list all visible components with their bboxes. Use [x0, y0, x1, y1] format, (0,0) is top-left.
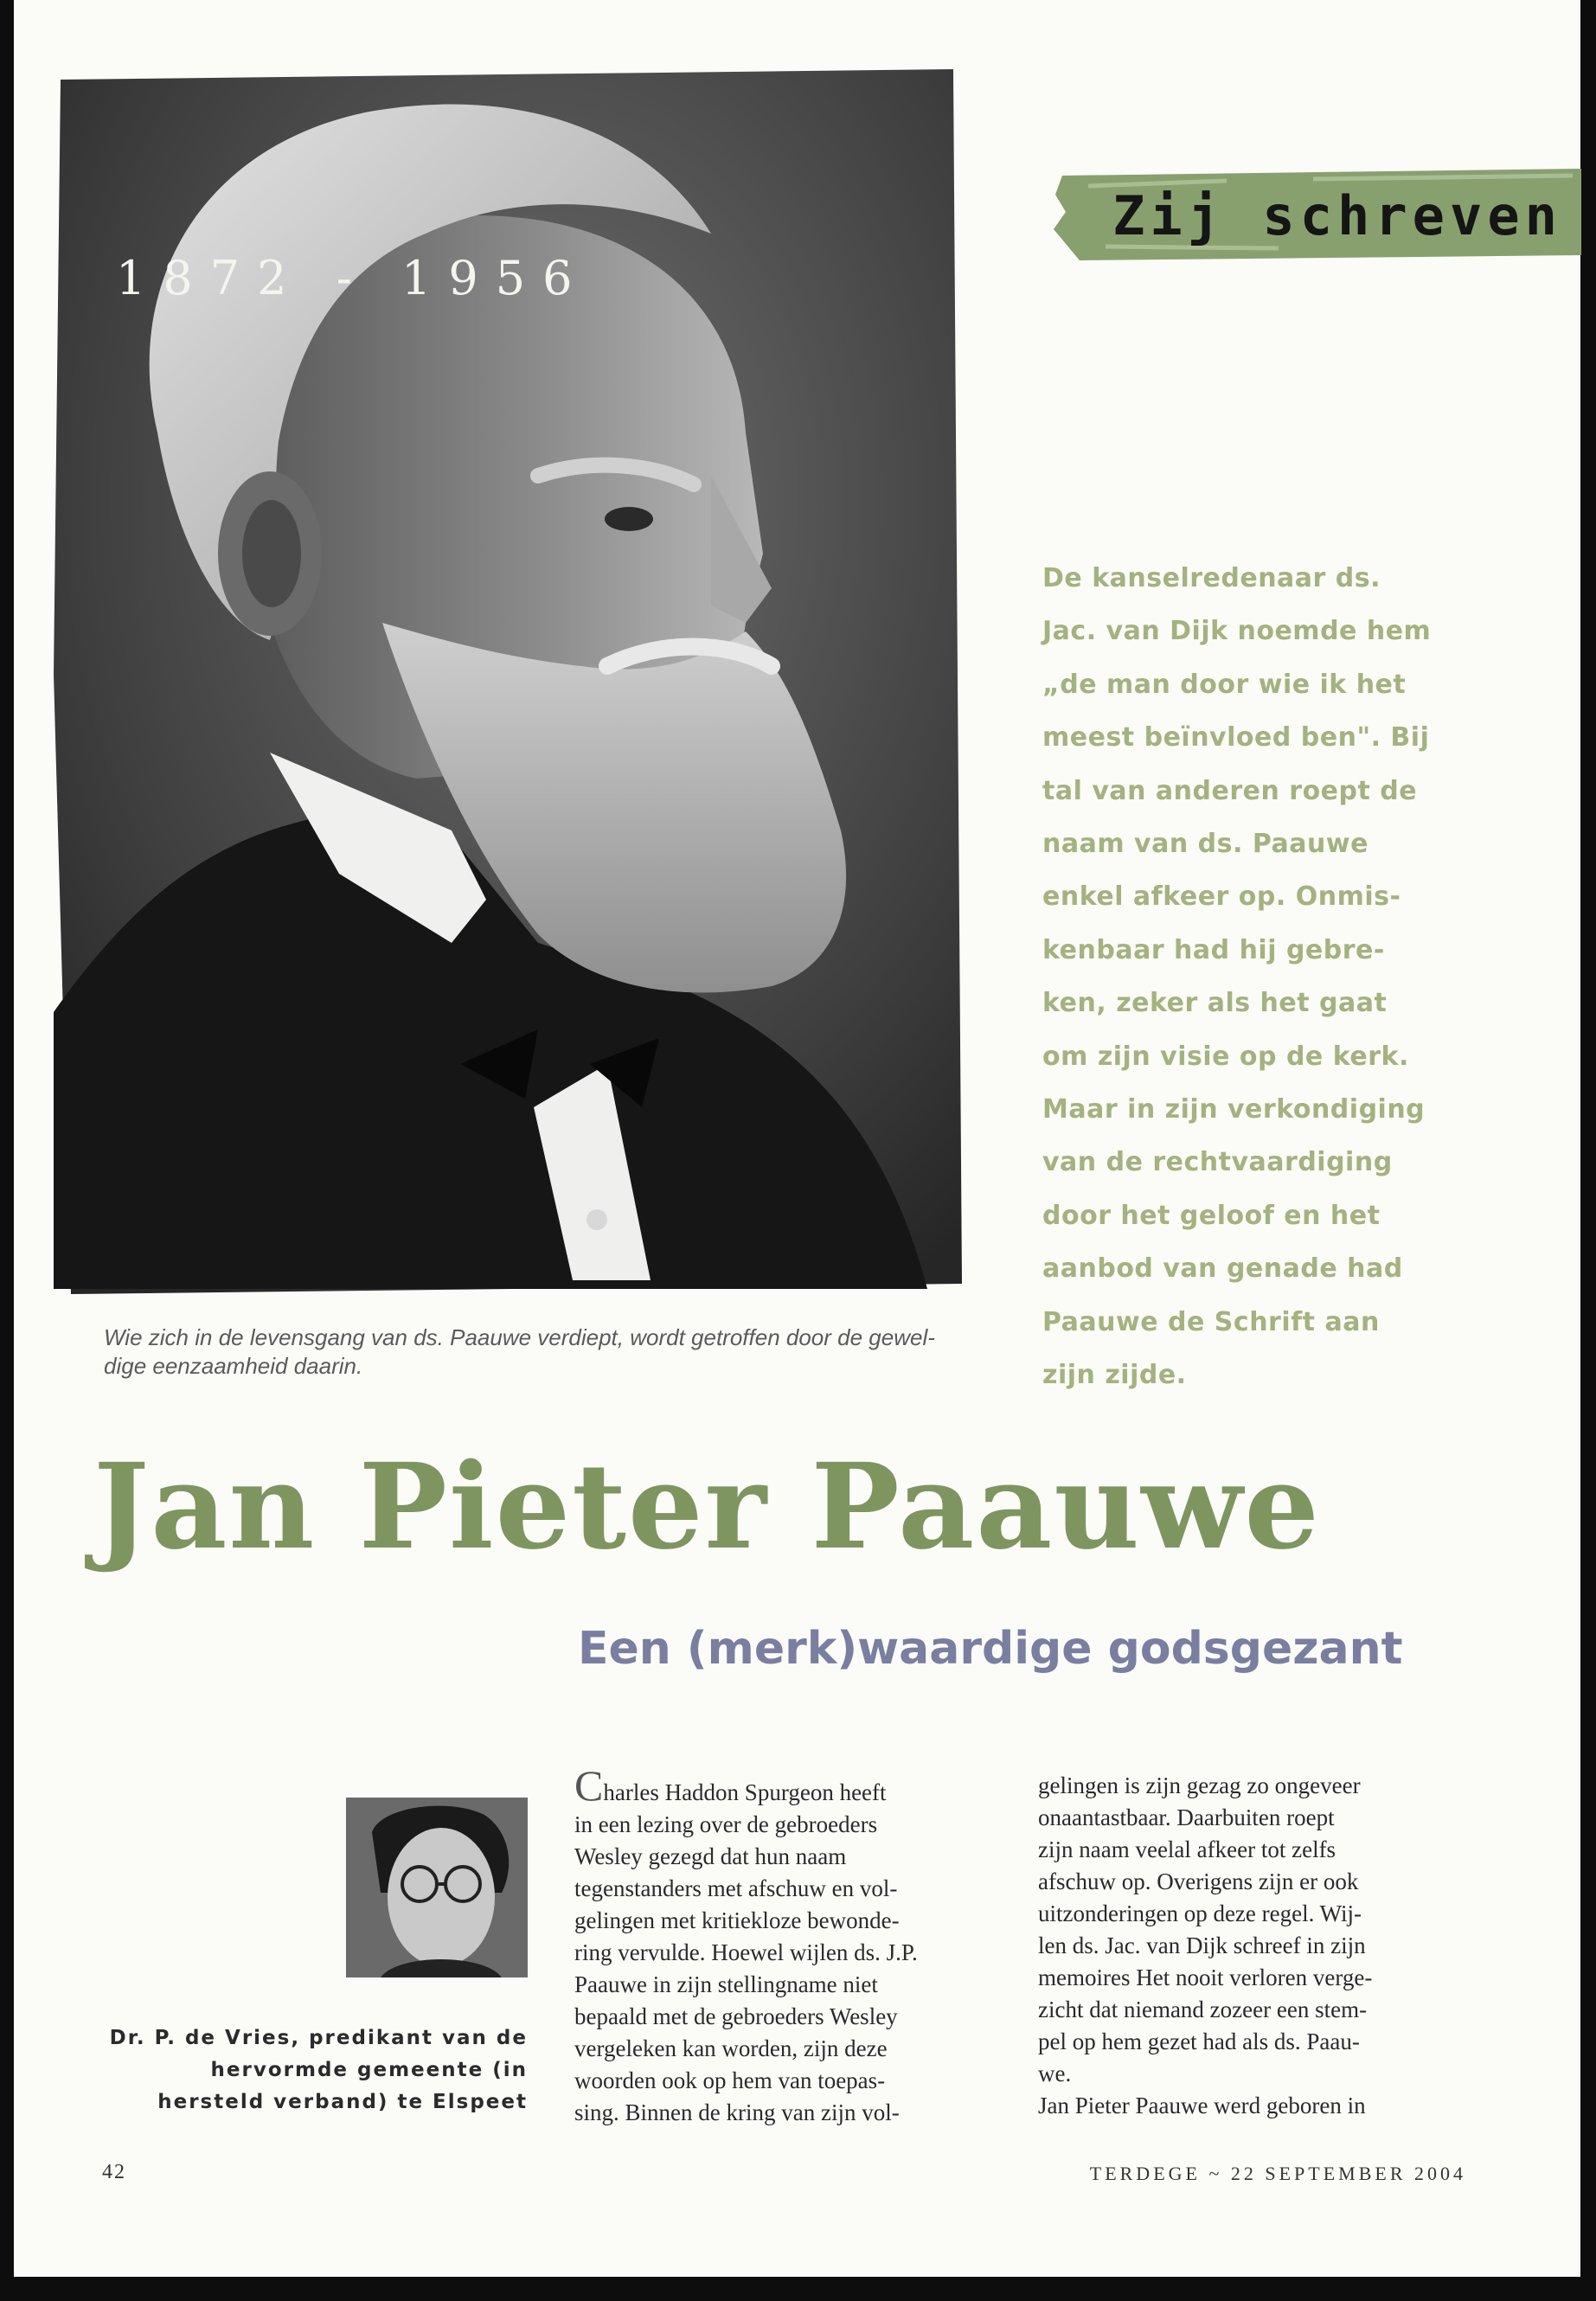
author-caption: Dr. P. de Vries, predikant van de hervormde gemeente (in hersteld verband) te Elspeet [109, 2027, 528, 2113]
intro-line: De kanselredenaar ds. [1042, 563, 1381, 593]
intro-line: kenbaar had hij gebre- [1042, 934, 1385, 965]
body-line [574, 1761, 981, 1810]
body-line: woorden ook op hem van toepas- [574, 2067, 886, 2093]
intro-line: Paauwe de Schrift aan [1042, 1306, 1380, 1337]
scan-edge-bottom [0, 2277, 1596, 2301]
body-line-text: harles Haddon Spurgeon heeft [603, 1779, 887, 1805]
body-column-1 [574, 1761, 981, 2129]
body-line: zicht dat niemand zozeer een stem- [1038, 1997, 1368, 2022]
intro-line: aanbod van genade had [1042, 1253, 1403, 1285]
body-line: we. [1038, 2061, 1072, 2086]
body-line: pel op hem gezet had als ds. Paau- [1038, 2029, 1360, 2054]
body-line: gelingen met kritiekloze bewonde- [574, 1907, 900, 1933]
intro-line: Maar in zijn verkondiging [1042, 1094, 1426, 1125]
intro-line: Jac. van Dijk noemde hem [1042, 616, 1432, 647]
intro-line: zijn zijde. [1042, 1360, 1187, 1391]
body-line: uitzonderingen op deze regel. Wij- [1038, 1900, 1362, 1926]
body-line: vergeleken kan worden, zijn deze [574, 2035, 888, 2061]
body-line: Paauwe in zijn stellingname niet [574, 1971, 878, 1997]
article-title: Jan Pieter Paauwe [93, 1438, 1321, 1576]
body-line: Wesley gezegd dat hun naam [574, 1843, 847, 1869]
author-photo-illustration [346, 1798, 528, 1977]
intro-line: door het geloof en het [1042, 1200, 1381, 1231]
lifespan-years: 1872 - 1956 [116, 251, 590, 305]
body-line: in een lezing over de gebroeders [574, 1811, 878, 1837]
drop-cap: C [574, 1761, 604, 1810]
intro-line: tal van anderen roept de [1042, 775, 1418, 806]
scan-edge-left [0, 0, 14, 2301]
intro-line: om zijn visie op de kerk. [1042, 1041, 1409, 1072]
intro-line: „de man door wie ik het [1042, 669, 1407, 700]
body-line: memoires Het nooit verloren verge- [1038, 1965, 1373, 1990]
body-line: onaantastbaar. Daarbuiten roept [1038, 1804, 1335, 1830]
body-line: zijn naam veelal afkeer tot zelfs [1038, 1836, 1336, 1862]
body-line: ring vervulde. Hoewel wijlen ds. J.P. [574, 1939, 918, 1965]
body-line: gelingen is zijn gezag zo ongeveer [1038, 1772, 1361, 1798]
intro-line: meest beïnvloed ben". Bij [1042, 722, 1430, 753]
intro-line: van de rechtvaardiging [1042, 1147, 1393, 1178]
intro-line: enkel afkeer op. Onmis- [1042, 881, 1401, 913]
page-number: 42 [102, 2161, 126, 2183]
portrait-photo [54, 69, 967, 1298]
intro-line: ken, zeker als het gaat [1042, 988, 1388, 1019]
intro-text [1042, 552, 1432, 1402]
body-line: len ds. Jac. van Dijk schreef in zijn [1038, 1932, 1366, 1958]
publication-footer: TERDEGE ~ 22 SEPTEMBER 2004 [1089, 2163, 1466, 2184]
body-line: afschuw op. Overigens zijn er ook [1038, 1868, 1359, 1894]
author-photo [346, 1798, 528, 1977]
body-line: Jan Pieter Paauwe werd geboren in [1038, 2093, 1366, 2118]
section-label: Zij schreven [1112, 184, 1562, 247]
body-line: tegenstanders met afschuw en vol- [574, 1875, 898, 1901]
photo-caption: Wie zich in de levensgang van ds. Paauwe verdiept, wordt getroffen door de gewel-dige eenzaamheid daarin. [104, 1324, 935, 1379]
body-line: sing. Binnen de kring van zijn vol- [574, 2099, 900, 2125]
body-line: bepaald met de gebroeders Wesley [574, 2003, 898, 2029]
section-banner [1054, 169, 1581, 262]
intro-line: naam van ds. Paauwe [1042, 829, 1368, 860]
scan-edge-right [1580, 0, 1596, 2301]
article-subtitle: Een (merk)waardige godsgezant [578, 1623, 1403, 1675]
body-column-2 [1038, 1770, 1445, 2122]
